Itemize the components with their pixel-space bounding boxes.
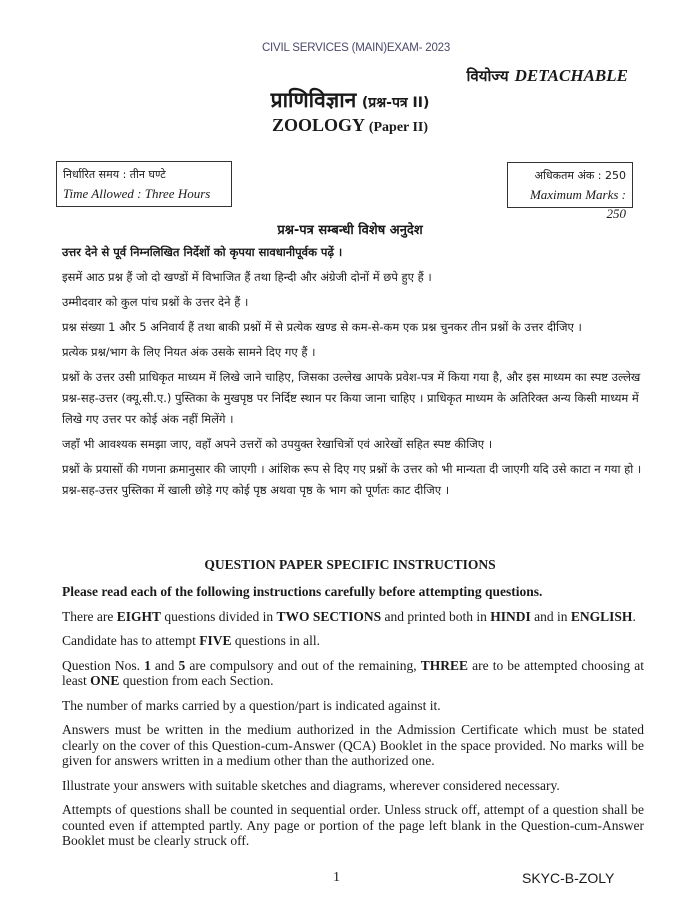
paper-en: (Paper II) [368, 120, 429, 135]
hindi-item: इसमें आठ प्रश्न हैं जो दो खण्डों में विभाजित हैं तथा हिन्दी और अंग्रेजी दोनों में छपे हुए हैं । [62, 270, 432, 284]
hindi-item: जहाँ भी आवश्यक समझा जाए, वहाँ अपने उत्तरों को उपयुक्त रेखाचित्रों एवं आरेखों सहित स्पष्ट कीजिए । [62, 437, 493, 451]
english-instructions-heading: QUESTION PAPER SPECIFIC INSTRUCTIONS [204, 557, 496, 572]
english-item: Question Nos. 1 and 5 are compulsory and out of the remaining, THREE are to be attempted choosing at least ONE question from each Section. [62, 657, 645, 688]
time-box [56, 161, 232, 207]
detachable-label [467, 66, 628, 86]
hindi-item: उम्मीदवार को कुल पांच प्रश्नों के उत्तर देने हैं । [62, 295, 249, 309]
paper-code: SKYC-B-ZOLY [522, 870, 615, 886]
english-item: Candidate has to attempt FIVE questions in all. [62, 633, 320, 648]
english-item: Answers must be written in the medium authorized in the Admission Certificate which must be stated clearly on the cover of this Question-cum-Answer (QCA) Booklet in the space provided. No marks will be given for answers written in a medium other than the authorized one. [62, 722, 644, 768]
english-item: Attempts of questions shall be counted in sequential order. Unless struck off, attempt of a question shall be counted even if attempted partly. Any page or portion of the page left blank in the Question-cum-Answer Booklet must be clearly struck off. [62, 802, 644, 848]
time-en: Time Allowed : Three Hours [63, 186, 211, 201]
hindi-item: प्रश्न संख्या 1 और 5 अनिवार्य हैं तथा बाकी प्रश्नों में से प्रत्येक खण्ड से कम-से-कम एक प्रश्न चुनकर तीन प्रश्नों के उत्तर दीजिए । [62, 320, 582, 334]
detachable-hi: वियोज्य [466, 67, 509, 85]
hindi-item: प्रत्येक प्रश्न/भाग के लिए नियत अंक उसके सामने दिए गए हैं । [62, 345, 316, 359]
detachable-en: DETACHABLE [514, 66, 628, 85]
english-item: Illustrate your answers with suitable sketches and diagrams, wherever considered necessary. [62, 777, 560, 793]
marks-hi: अधिकतम अंक : 250 [534, 169, 626, 182]
hindi-item: प्रश्नों के उत्तर उसी प्राधिकृत माध्यम में लिखे जाने चाहिए, जिसका उल्लेख आपके प्रवेश-पत्र में किया गया है, और इस माध्यम का स्पष्ट उल्लेख प्रश्न-सह-उत्तर (क्यू.सी.ए.) पुस्तिका के मुखपृष्ठ पर निर्दिष्ट स्थान पर किया जाना चाहिए । प्राधिकृत माध्यम के अतिरिक्त अन्य किसी माध्यम में लिखे गए उत्तर पर कोई अंक नहीं मिलेंगे । [62, 370, 641, 426]
exam-header: CIVIL SERVICES (MAIN)EXAM- 2023 [261, 42, 451, 54]
subject-en: ZOOLOGY [271, 115, 365, 135]
time-hi: निर्धारित समय : तीन घण्टे [63, 168, 166, 181]
page-number: 1 [333, 870, 340, 885]
hindi-instructions-heading: प्रश्न-पत्र सम्बन्धी विशेष अनुदेश [277, 223, 423, 238]
hindi-item: प्रश्नों के प्रयासों की गणना क्रमानुसार की जाएगी । आंशिक रूप से दिए गए प्रश्नों के उत्तर को भी मान्यता दी जाएगी यदि उसे काटा न गया हो । प्रश्न-सह-उत्तर पुस्तिका में खाली छोड़े गए कोई पृष्ठ अथवा पृष्ठ के भाग को पूर्णतः काट दीजिए । [62, 462, 642, 497]
title-english [0, 115, 700, 136]
title-hindi [0, 86, 700, 114]
hindi-lead: उत्तर देने से पूर्व निम्नलिखित निर्देशों को कृपया सावधानीपूर्वक पढ़ें । [62, 245, 343, 259]
paper-hi: (प्रश्न-पत्र II) [361, 95, 430, 111]
subject-hi: प्राणिविज्ञान [270, 88, 357, 112]
english-item: The number of marks carried by a question/part is indicated against it. [62, 697, 441, 713]
marks-box [507, 162, 633, 221]
english-instructions [62, 584, 644, 849]
marks-en: Maximum Marks : 250 [529, 187, 626, 221]
hindi-instructions [62, 242, 642, 501]
english-lead: Please read each of the following instructions carefully before attempting questions. [62, 584, 543, 599]
english-item: There are EIGHT questions divided in TWO SECTIONS and printed both in HINDI and in ENGLISH. [62, 608, 636, 624]
